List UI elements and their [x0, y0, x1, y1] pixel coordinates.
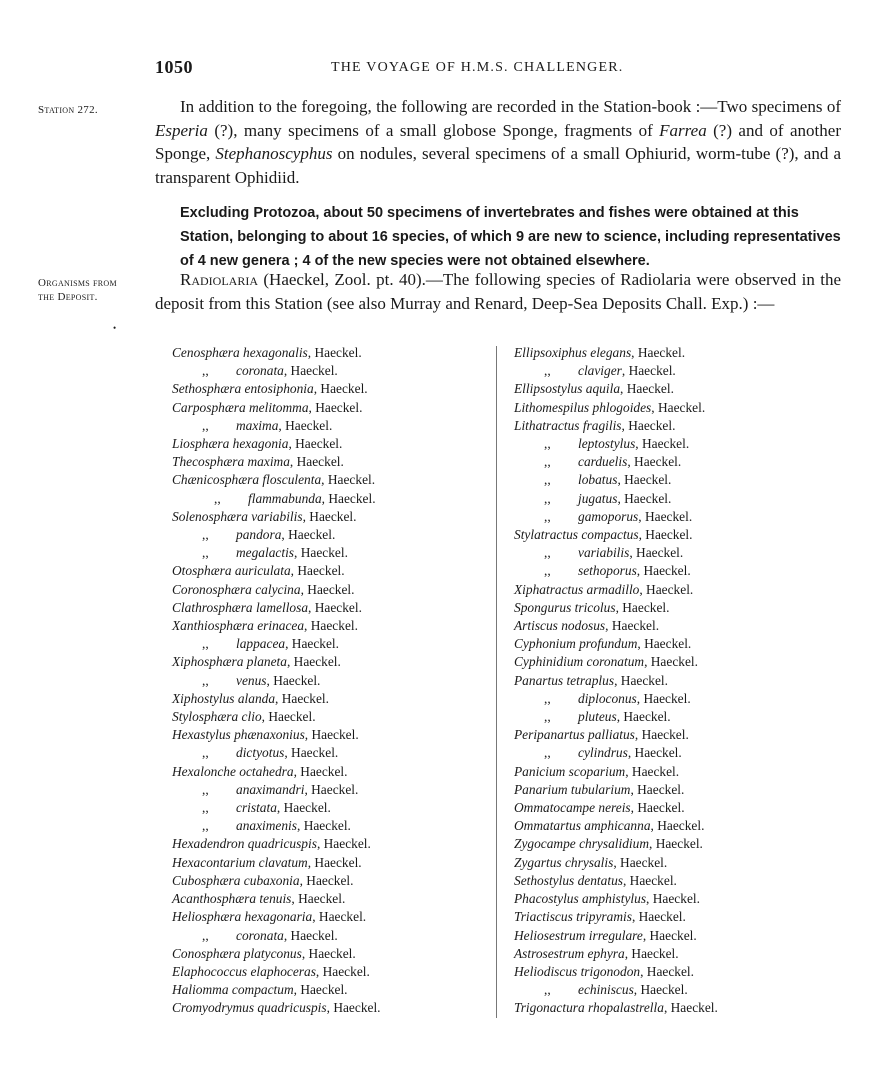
species-name: Xiphosphæra planeta: [172, 654, 287, 670]
species-entry: [172, 708, 492, 726]
species-entry: [172, 617, 492, 635]
species-name: Cenosphæra hexagonalis: [172, 345, 308, 360]
ditto-mark: ,,: [544, 745, 551, 761]
species-name: Cromyodrymus quadricuspis: [172, 1000, 327, 1016]
species-name: leptostylus: [578, 436, 636, 452]
species-name: lobatus: [578, 472, 618, 488]
species-author: , Haeckel.: [307, 345, 362, 360]
species-name: Astrosestrum ephyra: [514, 945, 625, 961]
species-name: venus: [236, 672, 267, 688]
species-name: lappacea: [236, 636, 286, 652]
species-entry: [514, 471, 854, 489]
species-name: Lithomespilus phlogoides: [514, 399, 652, 415]
species-author: , Haeckel.: [636, 563, 691, 579]
species-name: sethoporus: [578, 563, 637, 579]
ditto-mark: ,,: [202, 927, 209, 943]
species-entry: [172, 508, 492, 526]
species-author: , Haeckel.: [288, 436, 343, 452]
species-entry: [514, 999, 854, 1017]
species-name: claviger: [578, 363, 622, 379]
species-author: , Haeckel.: [634, 727, 689, 743]
ditto-mark: ,,: [544, 454, 551, 470]
ditto-mark: ,,: [544, 363, 551, 379]
species-entry: [514, 690, 854, 708]
species-name: Hexalonche octahedra: [172, 763, 294, 779]
ditto-mark: ,,: [202, 527, 209, 543]
ditto-mark: ,,: [202, 636, 209, 652]
species-name: Sethosphæra entosiphonia: [172, 381, 314, 397]
ditto-mark: ,,: [202, 545, 209, 561]
species-author: , Haeckel.: [639, 581, 694, 597]
species-author: , Haeckel.: [304, 781, 359, 797]
species-author: , Haeckel.: [640, 963, 694, 979]
species-name: Lithatractus fragilis: [514, 417, 622, 433]
species-name: Hexadendron quadricuspis: [172, 836, 317, 852]
species-entry: [172, 380, 492, 398]
species-name: Conosphæra platyconus: [172, 945, 302, 961]
species-entry: [514, 872, 854, 890]
species-name: Elaphococcus elaphoceras: [172, 963, 316, 979]
species-entry: [172, 726, 492, 744]
species-name: Cyphinidium coronatum: [514, 654, 645, 670]
species-entry: [514, 508, 854, 526]
species-name: coronata: [236, 927, 284, 943]
species-name: anaximandri: [236, 781, 305, 797]
species-name: Ellipsostylus aquila: [514, 381, 621, 397]
species-name: Panartus tetraplus: [514, 672, 615, 688]
margin-note-organisms: [38, 276, 117, 304]
ditto-mark: ,,: [202, 363, 209, 379]
species-entry: [172, 653, 492, 671]
print-speck: •: [113, 323, 117, 333]
species-entry: [172, 799, 492, 817]
species-entry: [514, 453, 854, 471]
species-entry: [172, 854, 492, 872]
species-name: pluteus: [578, 709, 617, 725]
species-entry: [172, 344, 492, 362]
column-divider: [496, 346, 497, 1018]
species-name: Xanthiosphæra erinacea: [172, 618, 305, 634]
species-author: , Haeckel.: [289, 454, 344, 470]
species-name: Artiscus nodosus: [514, 618, 606, 634]
species-name: Cubosphæra cubaxonia: [172, 872, 300, 888]
species-list-right: [514, 344, 854, 1018]
species-author: , Haeckel.: [637, 636, 692, 652]
species-author: , Haeckel.: [316, 836, 371, 852]
species-author: , Haeckel.: [300, 581, 355, 597]
species-name: Carposphæra melitomma: [172, 399, 309, 415]
species-author: , Haeckel.: [315, 963, 370, 979]
species-entry: [514, 854, 854, 872]
species-name: Spongurus tricolus: [514, 599, 616, 615]
species-entry: [172, 890, 492, 908]
species-entry: [172, 453, 492, 471]
species-author: , Haeckel.: [294, 545, 348, 561]
species-author: , Haeckel.: [301, 945, 356, 961]
species-entry: [514, 781, 854, 799]
species-author: , Haeckel.: [281, 527, 336, 543]
species-name: dictyotus: [236, 745, 285, 761]
species-entry: [172, 417, 492, 435]
species-author: , Haeckel.: [304, 727, 359, 743]
species-entry: [514, 526, 854, 544]
species-author: , Haeckel.: [630, 800, 685, 816]
species-author: , Haeckel.: [278, 417, 333, 433]
margin-note-organisms-line2: the Deposit.: [38, 291, 98, 303]
ditto-mark: ,,: [202, 672, 209, 688]
species-name: Cyphonium profundum: [514, 636, 638, 652]
species-entry: [514, 617, 854, 635]
species-entry: [172, 981, 492, 999]
species-author: , Haeckel.: [621, 363, 676, 379]
species-name: cylindrus: [578, 745, 628, 761]
species-name: Panicium scoparium: [514, 763, 626, 779]
species-author: , Haeckel.: [624, 945, 679, 961]
ditto-mark: ,,: [544, 545, 551, 561]
species-entry: [514, 562, 854, 580]
species-entry: [514, 380, 854, 398]
species-entry: [514, 635, 854, 653]
species-name: diploconus: [578, 690, 637, 706]
species-name: Coronosphæra calycina: [172, 581, 301, 597]
species-name: Solenosphæra variabilis: [172, 508, 303, 524]
species-name: Liosphæra hexagonia: [172, 436, 289, 452]
species-entry: [514, 763, 854, 781]
ditto-mark: ,,: [544, 709, 551, 725]
species-author: , Haeckel.: [663, 1000, 718, 1016]
species-name: megalactis: [236, 545, 295, 561]
species-entry: [514, 417, 854, 435]
species-name: Chænicosphæra flosculenta: [172, 472, 322, 488]
species-entry: [172, 781, 492, 799]
species-author: , Haeckel.: [283, 363, 338, 379]
species-entry: [172, 672, 492, 690]
species-name: Ellipsoxiphus elegans: [514, 345, 632, 360]
species-name: carduelis: [578, 454, 628, 470]
species-author: , Haeckel.: [605, 618, 660, 634]
paragraph-summary: Excluding Protozoa, about 50 specimens of invertebrates and fishes were obtained at this Station, belonging to about 16 species, of which 9 are new to science, including representatives of 4 new genera ; 4 of the new species were not obtained elsewhere.: [180, 205, 841, 269]
species-author: , Haeckel.: [627, 745, 682, 761]
species-name: anaximenis: [236, 818, 297, 834]
species-name: Zygartus chrysalis: [514, 854, 614, 870]
ditto-mark: ,,: [202, 818, 209, 834]
species-author: , Haeckel.: [620, 381, 674, 397]
species-author: , Haeckel.: [285, 636, 339, 652]
species-entry: [172, 744, 492, 762]
species-entry: [172, 635, 492, 653]
running-title: THE VOYAGE OF H.M.S. CHALLENGER.: [331, 60, 624, 75]
species-author: , Haeckel.: [290, 563, 345, 579]
margin-note-organisms-line1: Organisms from: [38, 277, 117, 289]
species-entry: [172, 581, 492, 599]
species-name: Stylosphæra clio: [172, 709, 262, 725]
species-entry: [172, 690, 492, 708]
species-entry: [172, 562, 492, 580]
species-entry: [172, 999, 492, 1017]
species-entry: [172, 872, 492, 890]
species-author: , Haeckel.: [283, 927, 338, 943]
species-author: , Haeckel.: [613, 854, 668, 870]
radiolaria-heading: Radiolaria: [180, 270, 258, 289]
species-author: , Haeckel.: [638, 527, 693, 543]
species-entry: [514, 799, 854, 817]
species-name: Otosphæra auriculata: [172, 563, 291, 579]
ditto-mark: ,,: [202, 800, 209, 816]
species-name: Clathrosphæra lamellosa: [172, 599, 309, 615]
species-name: Thecosphæra maxima: [172, 454, 290, 470]
species-author: , Haeckel.: [622, 872, 677, 888]
species-author: , Haeckel.: [299, 872, 354, 888]
species-author: , Haeckel.: [638, 508, 693, 524]
species-author: , Haeckel.: [308, 399, 363, 415]
species-author: , Haeckel.: [291, 891, 346, 907]
species-author: , Haeckel.: [261, 709, 316, 725]
species-name: Acanthosphæra tenuis: [172, 891, 292, 907]
species-author: , Haeckel.: [276, 800, 331, 816]
species-author: , Haeckel.: [621, 417, 676, 433]
species-entry: [514, 344, 854, 362]
species-entry: [514, 544, 854, 562]
species-entry: [514, 653, 854, 671]
species-name: Ommatocampe nereis: [514, 800, 631, 816]
species-author: , Haeckel.: [631, 345, 686, 360]
species-entry: [514, 890, 854, 908]
species-entry: [172, 963, 492, 981]
species-entry: [514, 908, 854, 926]
species-name: Heliodiscus trigonodon: [514, 963, 641, 979]
species-author: , Haeckel.: [642, 927, 697, 943]
species-author: , Haeckel.: [636, 690, 691, 706]
species-author: , Haeckel.: [631, 909, 686, 925]
species-author: , Haeckel.: [629, 545, 684, 561]
species-name: Xiphostylus alanda: [172, 690, 276, 706]
ditto-mark: ,,: [544, 472, 551, 488]
species-author: , Haeckel.: [321, 472, 376, 488]
species-name: Haliomma compactum: [172, 982, 294, 998]
margin-note-station: Station 272.: [38, 104, 98, 116]
species-entry: [514, 945, 854, 963]
species-entry: [172, 490, 492, 508]
species-name: pandora: [236, 527, 282, 543]
species-author: , Haeckel.: [308, 599, 362, 615]
species-name: Xiphatractus armadillo: [514, 581, 640, 597]
species-author: , Haeckel.: [286, 654, 341, 670]
paragraph-radiolaria: Radiolaria (Haeckel, Zool. pt. 40).—The following species of Radiolaria were observed in the deposit from this Station (see also Murray and Renard, Deep-Sea Deposits Chall. Exp.) :—: [155, 270, 841, 313]
species-author: , Haeckel.: [630, 781, 685, 797]
species-name: coronata: [236, 363, 284, 379]
species-name: Sethostylus dentatus: [514, 872, 623, 888]
ditto-mark: ,,: [544, 690, 551, 706]
species-entry: [172, 835, 492, 853]
species-name: Heliosestrum irregulare: [514, 927, 643, 943]
ditto-mark: ,,: [544, 508, 551, 524]
species-author: , Haeckel.: [304, 618, 358, 634]
species-name: Phacostylus amphistylus: [514, 891, 647, 907]
species-author: , Haeckel.: [633, 982, 688, 998]
species-name: gamoporus: [578, 508, 639, 524]
species-name: Zygocampe chrysalidium: [514, 836, 649, 852]
species-author: , Haeckel.: [614, 672, 668, 688]
species-name: Stylatractus compactus: [514, 527, 639, 543]
species-name: variabilis: [578, 545, 630, 561]
species-name: Heliosphæra hexagonaria: [172, 909, 313, 925]
species-author: , Haeckel.: [627, 454, 682, 470]
species-author: , Haeckel.: [615, 599, 670, 615]
ditto-mark: ,,: [544, 563, 551, 579]
species-name: Hexastylus phænaxonius: [172, 727, 305, 743]
species-list-left: [172, 344, 492, 1018]
species-author: , Haeckel.: [635, 436, 690, 452]
species-name: Hexacontarium clavatum: [172, 854, 308, 870]
species-author: , Haeckel.: [646, 891, 700, 907]
species-name: echiniscus: [578, 982, 634, 998]
species-entry: [172, 763, 492, 781]
species-entry: [514, 399, 854, 417]
species-author: , Haeckel.: [644, 654, 698, 670]
species-name: maxima: [236, 417, 279, 433]
species-entry: [514, 581, 854, 599]
species-entry: [172, 945, 492, 963]
species-author: , Haeckel.: [284, 745, 339, 761]
paragraph-station-book: In addition to the foregoing, the following are recorded in the Station-book :—Two specimens of Esperia (?), many specimens of a small globose Sponge, fragments of Farrea (?) and of another Sponge, Stephanoscyphus on nodules, several specimens of a small Ophiurid, worm-tube (?), and a transparent Ophidiid.: [155, 97, 841, 187]
ditto-mark: ,,: [544, 490, 551, 506]
species-entry: [172, 435, 492, 453]
species-entry: [172, 599, 492, 617]
species-entry: [172, 817, 492, 835]
species-entry: [172, 526, 492, 544]
species-entry: [514, 362, 854, 380]
species-author: , Haeckel.: [616, 709, 671, 725]
species-author: , Haeckel.: [326, 1000, 381, 1016]
species-author: , Haeckel.: [625, 763, 680, 779]
species-name: flammabunda: [248, 490, 322, 506]
species-entry: [514, 490, 854, 508]
species-author: , Haeckel.: [649, 836, 703, 852]
ditto-mark: ,,: [202, 417, 209, 433]
species-author: , Haeckel.: [312, 909, 367, 925]
species-entry: [514, 726, 854, 744]
species-entry: [514, 599, 854, 617]
species-name: Panarium tubularium: [514, 781, 631, 797]
species-author: , Haeckel.: [266, 672, 321, 688]
species-name: Triactiscus tripyramis: [514, 909, 632, 925]
species-entry: [172, 399, 492, 417]
species-name: cristata: [236, 800, 277, 816]
species-entry: [172, 927, 492, 945]
species-author: , Haeckel.: [307, 854, 362, 870]
species-name: Trigonactura rhopalastrella: [514, 1000, 664, 1016]
species-author: , Haeckel.: [650, 818, 705, 834]
species-entry: [172, 362, 492, 380]
species-entry: [172, 908, 492, 926]
species-name: Peripanartus palliatus: [514, 727, 635, 743]
species-author: , Haeckel.: [293, 982, 348, 998]
species-entry: [514, 835, 854, 853]
species-entry: [172, 471, 492, 489]
species-entry: [514, 435, 854, 453]
species-author: , Haeckel.: [617, 472, 672, 488]
species-entry: [514, 744, 854, 762]
species-author: , Haeckel.: [297, 818, 351, 834]
ditto-mark: ,,: [214, 490, 221, 506]
species-name: Ommatartus amphicanna: [514, 818, 651, 834]
species-entry: [514, 672, 854, 690]
species-author: , Haeckel.: [321, 490, 376, 506]
species-author: , Haeckel.: [617, 490, 672, 506]
ditto-mark: ,,: [544, 436, 551, 452]
species-entry: [172, 544, 492, 562]
species-name: jugatus: [578, 490, 618, 506]
species-entry: [514, 708, 854, 726]
ditto-mark: ,,: [544, 982, 551, 998]
species-entry: [514, 927, 854, 945]
species-author: , Haeckel.: [651, 399, 706, 415]
species-entry: [514, 981, 854, 999]
species-author: , Haeckel.: [313, 381, 368, 397]
species-author: , Haeckel.: [302, 508, 357, 524]
ditto-mark: ,,: [202, 745, 209, 761]
species-entry: [514, 963, 854, 981]
species-entry: [514, 817, 854, 835]
species-author: , Haeckel.: [293, 763, 348, 779]
ditto-mark: ,,: [202, 781, 209, 797]
page-number: 1050: [155, 57, 193, 77]
species-author: , Haeckel.: [275, 690, 329, 706]
